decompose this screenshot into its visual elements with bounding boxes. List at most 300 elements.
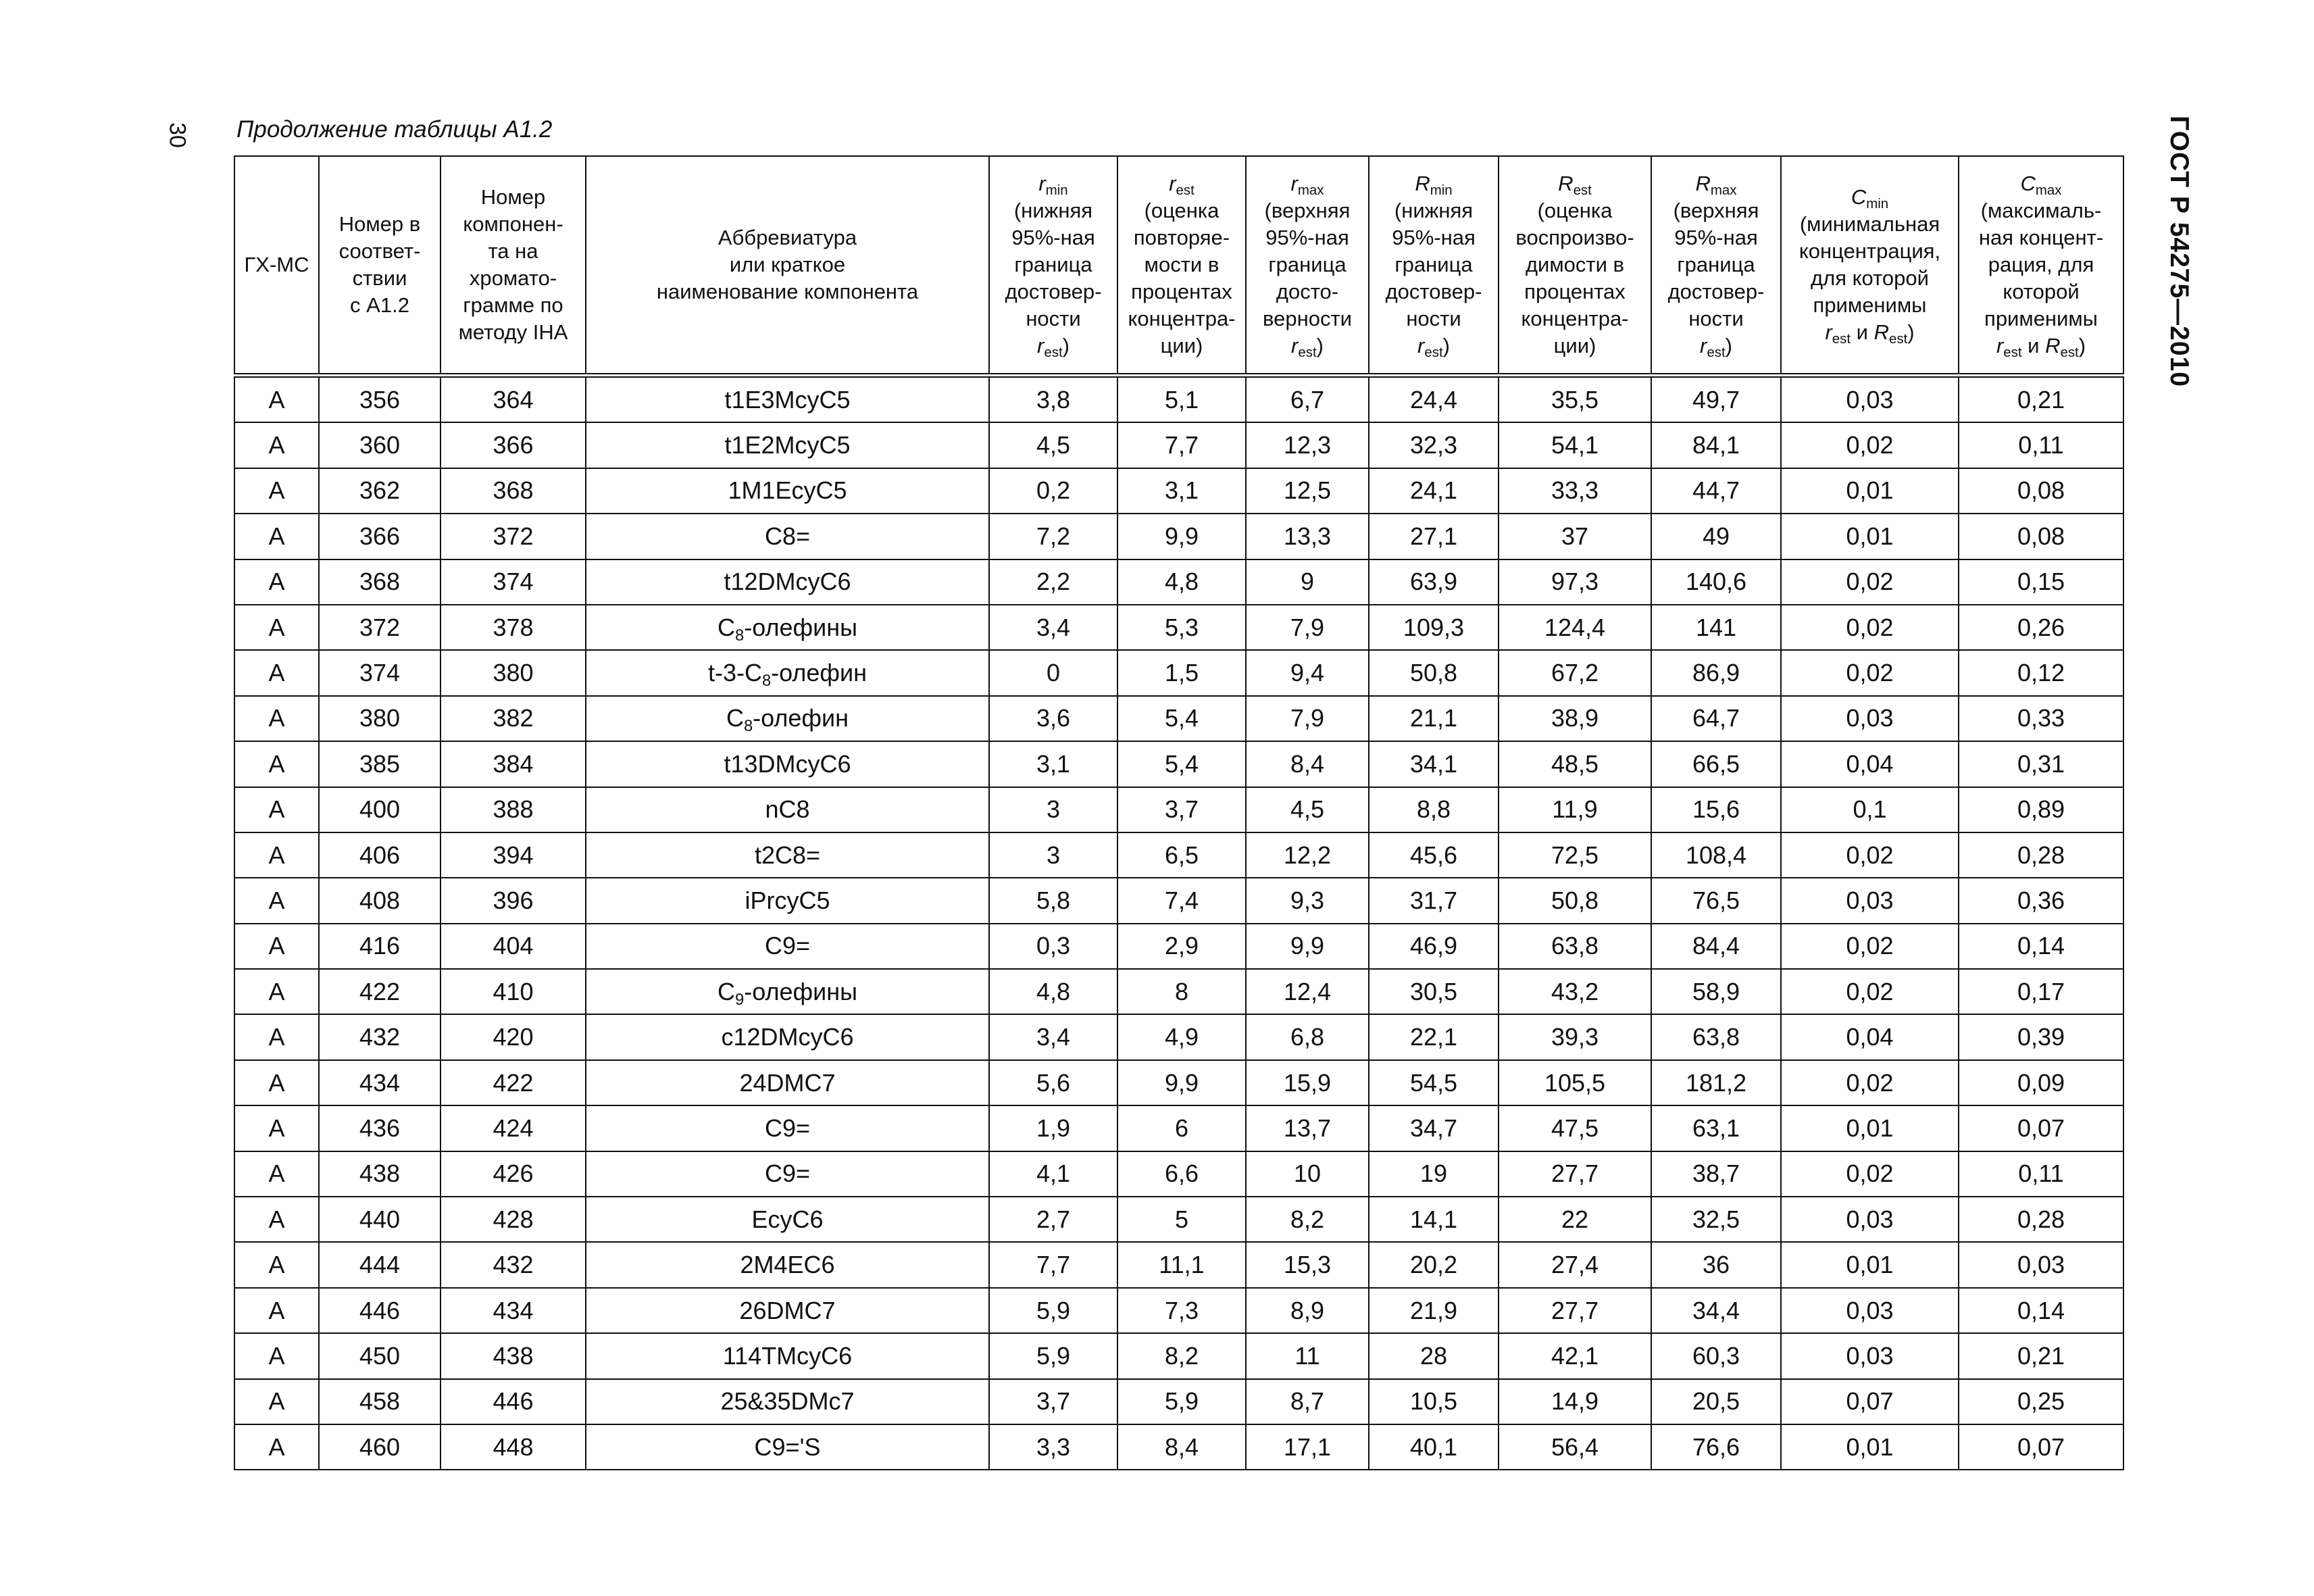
cell-r-min: 0 xyxy=(989,650,1117,695)
cell-component-name: 26DMC7 xyxy=(586,1288,989,1333)
cell-c-max: 0,12 xyxy=(1959,650,2123,695)
header-symbol: C xyxy=(1851,185,1867,209)
header-tail-line xyxy=(990,332,1117,359)
cell-r-est: 4,8 xyxy=(1117,559,1246,605)
cell-c-max: 0,26 xyxy=(1959,605,2123,650)
header-symbol: r xyxy=(1038,172,1046,195)
cell-r-min: 3,6 xyxy=(989,696,1117,741)
header-r-max xyxy=(1246,156,1369,376)
cell-component-name xyxy=(586,969,989,1014)
header-line: 95%-ная xyxy=(1392,226,1476,249)
cell-R-est: 14,9 xyxy=(1499,1379,1651,1424)
cell-R-min: 22,1 xyxy=(1369,1014,1499,1059)
cell-R-max: 44,7 xyxy=(1651,468,1781,514)
header-symbol-subscript: est xyxy=(1573,182,1592,199)
cell-R-min: 45,6 xyxy=(1369,832,1499,878)
header-line: (минимальная xyxy=(1799,212,1940,236)
header-symbol-subscript: est xyxy=(1176,182,1194,199)
header-line: граница xyxy=(1268,253,1347,276)
header-symbol: R xyxy=(1558,172,1574,195)
cell-r-max: 4,5 xyxy=(1246,787,1369,832)
table-row xyxy=(234,696,2123,741)
cell-component-number: 428 xyxy=(441,1197,586,1242)
cell-R-est: 67,2 xyxy=(1499,650,1651,695)
cell-c-min: 0,03 xyxy=(1781,878,1959,923)
cell-R-max: 66,5 xyxy=(1651,741,1781,787)
cell-r-max: 8,7 xyxy=(1246,1379,1369,1424)
cell-c-min: 0,04 xyxy=(1781,1014,1959,1059)
header-tail-symbol: R xyxy=(2045,334,2061,357)
component-name-subscript: 8 xyxy=(735,626,745,645)
table-row xyxy=(234,924,2123,969)
header-symbol-line xyxy=(1499,170,1651,197)
cell-gcms: A xyxy=(234,1242,319,1287)
header-line: (верхняя xyxy=(1673,199,1759,222)
cell-component-number: 438 xyxy=(441,1333,586,1378)
header-line: 95%-ная xyxy=(1011,226,1095,249)
table-row xyxy=(234,1379,2123,1424)
cell-c-max: 0,21 xyxy=(1959,376,2123,423)
cell-R-est: 72,5 xyxy=(1499,832,1651,878)
cell-R-est: 39,3 xyxy=(1499,1014,1651,1059)
cell-component-name: c12DMcyC6 xyxy=(586,1014,989,1059)
cell-R-min: 50,8 xyxy=(1369,650,1499,695)
header-line: достовер- xyxy=(1005,280,1102,303)
cell-r-min: 3 xyxy=(989,787,1117,832)
cell-r-min: 3,8 xyxy=(989,376,1117,423)
cell-c-min: 0,03 xyxy=(1781,696,1959,741)
cell-number-a12: 408 xyxy=(319,878,441,923)
cell-number-a12: 368 xyxy=(319,559,441,605)
cell-r-est: 5,4 xyxy=(1117,696,1246,741)
header-line: димости в xyxy=(1525,253,1625,276)
component-name-subscript: 8 xyxy=(761,672,772,691)
header-symbol-line xyxy=(1782,184,1958,211)
cell-R-min: 30,5 xyxy=(1369,969,1499,1014)
cell-R-min: 8,8 xyxy=(1369,787,1499,832)
cell-r-min: 5,9 xyxy=(989,1333,1117,1378)
header-line: применимы xyxy=(1984,307,2098,330)
table-row xyxy=(234,650,2123,695)
cell-c-min: 0,02 xyxy=(1781,605,1959,650)
header-line: Номер xyxy=(480,185,546,209)
cell-component-name: C8= xyxy=(586,514,989,559)
cell-c-min: 0,02 xyxy=(1781,969,1959,1014)
cell-r-est: 7,4 xyxy=(1117,878,1246,923)
cell-r-est: 7,7 xyxy=(1117,422,1246,468)
header-symbol-subscript: min xyxy=(1430,182,1453,199)
table-row xyxy=(234,422,2123,468)
header-line: (оценка xyxy=(1537,199,1613,222)
header-line: которой xyxy=(2003,280,2080,303)
cell-R-max: 60,3 xyxy=(1651,1333,1781,1378)
header-tail-line xyxy=(1959,332,2123,359)
cell-number-a12: 432 xyxy=(319,1014,441,1059)
header-line: процентах xyxy=(1131,280,1232,303)
cell-c-max: 0,36 xyxy=(1959,878,2123,923)
cell-number-a12: 380 xyxy=(319,696,441,741)
header-line: Аббревиатура xyxy=(718,226,857,249)
cell-number-a12: 436 xyxy=(319,1105,441,1151)
cell-R-max: 63,8 xyxy=(1651,1014,1781,1059)
table-row xyxy=(234,1242,2123,1287)
cell-gcms: A xyxy=(234,514,319,559)
cell-c-min: 0,01 xyxy=(1781,1105,1959,1151)
cell-R-max: 84,4 xyxy=(1651,924,1781,969)
header-tail-subscript: est xyxy=(1298,345,1317,361)
cell-gcms: A xyxy=(234,1424,319,1470)
cell-component-number: 448 xyxy=(441,1424,586,1470)
cell-R-max: 20,5 xyxy=(1651,1379,1781,1424)
header-line: соответ- xyxy=(338,239,421,263)
cell-c-max: 0,03 xyxy=(1959,1242,2123,1287)
cell-r-min: 3,3 xyxy=(989,1424,1117,1470)
header-line: (оценка xyxy=(1144,199,1219,222)
cell-R-max: 141 xyxy=(1651,605,1781,650)
header-tail-subscript: est xyxy=(2003,345,2022,361)
header-number-a12 xyxy=(319,156,441,376)
cell-number-a12: 372 xyxy=(319,605,441,650)
header-line: повторяе- xyxy=(1133,226,1230,249)
cell-R-min: 34,7 xyxy=(1369,1105,1499,1151)
cell-number-a12: 366 xyxy=(319,514,441,559)
cell-r-max: 13,3 xyxy=(1246,514,1369,559)
cell-gcms: A xyxy=(234,787,319,832)
cell-component-number: 384 xyxy=(441,741,586,787)
cell-c-max: 0,21 xyxy=(1959,1333,2123,1378)
cell-R-est: 43,2 xyxy=(1499,969,1651,1014)
cell-r-min: 1,9 xyxy=(989,1105,1117,1151)
cell-component-number: 426 xyxy=(441,1151,586,1197)
cell-gcms: A xyxy=(234,924,319,969)
cell-gcms: A xyxy=(234,1105,319,1151)
header-tail-subscript: est xyxy=(1707,345,1726,361)
cell-R-min: 27,1 xyxy=(1369,514,1499,559)
cell-R-est: 27,7 xyxy=(1499,1288,1651,1333)
cell-r-est: 5,4 xyxy=(1117,741,1246,787)
header-symbol-subscript: min xyxy=(1866,196,1889,212)
cell-R-est: 105,5 xyxy=(1499,1060,1651,1105)
cell-r-max: 9,3 xyxy=(1246,878,1369,923)
header-R-min xyxy=(1369,156,1499,376)
header-line: граница xyxy=(1394,253,1473,276)
cell-c-max: 0,28 xyxy=(1959,1197,2123,1242)
cell-r-est: 5,1 xyxy=(1117,376,1246,423)
cell-gcms: A xyxy=(234,1333,319,1378)
cell-R-est: 97,3 xyxy=(1499,559,1651,605)
cell-c-min: 0,02 xyxy=(1781,924,1959,969)
header-line: рация, для xyxy=(1988,253,2094,276)
cell-r-est: 7,3 xyxy=(1117,1288,1246,1333)
cell-c-min: 0,1 xyxy=(1781,787,1959,832)
cell-c-max: 0,33 xyxy=(1959,696,2123,741)
cell-r-min: 3 xyxy=(989,832,1117,878)
header-tail-line xyxy=(1782,319,1958,346)
cell-r-est: 5 xyxy=(1117,1197,1246,1242)
cell-r-max: 8,4 xyxy=(1246,741,1369,787)
cell-c-min: 0,03 xyxy=(1781,1288,1959,1333)
cell-c-max: 0,31 xyxy=(1959,741,2123,787)
cell-component-number: 434 xyxy=(441,1288,586,1333)
cell-c-max: 0,89 xyxy=(1959,787,2123,832)
cell-r-max: 6,8 xyxy=(1246,1014,1369,1059)
header-tail-subscript: est xyxy=(2060,345,2079,361)
cell-r-max: 10 xyxy=(1246,1151,1369,1197)
cell-component-number: 380 xyxy=(441,650,586,695)
table-row xyxy=(234,376,2123,423)
cell-r-est: 6 xyxy=(1117,1105,1246,1151)
header-component-number xyxy=(441,156,586,376)
header-line: ствии xyxy=(352,266,407,290)
header-line: 95%-ная xyxy=(1265,226,1349,249)
cell-R-max: 49 xyxy=(1651,514,1781,559)
cell-number-a12: 385 xyxy=(319,741,441,787)
component-name-suffix: -олефины xyxy=(744,977,857,1005)
cell-r-max: 9,9 xyxy=(1246,924,1369,969)
header-symbol: C xyxy=(2020,172,2036,195)
cell-c-max: 0,28 xyxy=(1959,832,2123,878)
cell-component-number: 374 xyxy=(441,559,586,605)
header-line: воспроизво- xyxy=(1515,226,1634,249)
cell-R-est: 37 xyxy=(1499,514,1651,559)
cell-r-max: 15,9 xyxy=(1246,1060,1369,1105)
data-table xyxy=(234,155,2124,1470)
header-line: ГХ-МС xyxy=(244,253,309,276)
cell-gcms: A xyxy=(234,1060,319,1105)
table-row xyxy=(234,1105,2123,1151)
cell-R-est: 54,1 xyxy=(1499,422,1651,468)
cell-r-min: 3,4 xyxy=(989,1014,1117,1059)
header-gcms xyxy=(234,156,319,376)
cell-r-est: 1,5 xyxy=(1117,650,1246,695)
header-line: (нижняя xyxy=(1013,199,1093,222)
table-row xyxy=(234,832,2123,878)
cell-R-min: 46,9 xyxy=(1369,924,1499,969)
cell-R-est: 47,5 xyxy=(1499,1105,1651,1151)
cell-R-max: 64,7 xyxy=(1651,696,1781,741)
cell-component-name: t1E3McyC5 xyxy=(586,376,989,423)
cell-gcms: A xyxy=(234,1151,319,1197)
cell-r-min: 4,1 xyxy=(989,1151,1117,1197)
cell-R-min: 24,4 xyxy=(1369,376,1499,423)
cell-component-name: 2M4EC6 xyxy=(586,1242,989,1287)
cell-c-max: 0,15 xyxy=(1959,559,2123,605)
header-r-min xyxy=(989,156,1117,376)
cell-gcms: A xyxy=(234,1014,319,1059)
cell-r-est: 6,6 xyxy=(1117,1151,1246,1197)
cell-number-a12: 446 xyxy=(319,1288,441,1333)
header-line: 95%-ная xyxy=(1674,226,1758,249)
cell-gcms: A xyxy=(234,376,319,423)
header-tail-conjunction: и xyxy=(2021,334,2046,357)
cell-r-max: 9,4 xyxy=(1246,650,1369,695)
header-tail-symbol: r xyxy=(1417,334,1425,357)
cell-component-number: 372 xyxy=(441,514,586,559)
cell-component-number: 394 xyxy=(441,832,586,878)
cell-r-max: 9 xyxy=(1246,559,1369,605)
table-row xyxy=(234,1151,2123,1197)
cell-c-min: 0,02 xyxy=(1781,422,1959,468)
header-line: методу IHA xyxy=(458,320,568,344)
cell-c-min: 0,02 xyxy=(1781,832,1959,878)
header-symbol-line xyxy=(1247,170,1368,197)
header-line: концентрация, xyxy=(1799,239,1941,263)
cell-R-est: 11,9 xyxy=(1499,787,1651,832)
cell-R-est: 27,7 xyxy=(1499,1151,1651,1197)
cell-r-max: 7,9 xyxy=(1246,696,1369,741)
cell-r-max: 8,9 xyxy=(1246,1288,1369,1333)
table-row xyxy=(234,1424,2123,1470)
cell-component-number: 424 xyxy=(441,1105,586,1151)
cell-r-est: 11,1 xyxy=(1117,1242,1246,1287)
cell-c-max: 0,39 xyxy=(1959,1014,2123,1059)
cell-component-number: 388 xyxy=(441,787,586,832)
cell-number-a12: 406 xyxy=(319,832,441,878)
cell-component-number: 420 xyxy=(441,1014,586,1059)
cell-gcms: A xyxy=(234,422,319,468)
cell-r-min: 0,3 xyxy=(989,924,1117,969)
cell-r-est: 5,9 xyxy=(1117,1379,1246,1424)
cell-r-min: 3,4 xyxy=(989,605,1117,650)
header-symbol-subscript: min xyxy=(1045,182,1068,199)
cell-r-min: 0,2 xyxy=(989,468,1117,514)
header-line: та на xyxy=(488,239,538,263)
cell-component-name: t13DMcyC6 xyxy=(586,741,989,787)
cell-c-max: 0,11 xyxy=(1959,422,2123,468)
cell-R-est: 63,8 xyxy=(1499,924,1651,969)
header-line: граница xyxy=(1014,253,1092,276)
cell-r-est: 8,4 xyxy=(1117,1424,1246,1470)
cell-r-max: 13,7 xyxy=(1246,1105,1369,1151)
cell-component-number: 368 xyxy=(441,468,586,514)
cell-number-a12: 374 xyxy=(319,650,441,695)
header-line: хромато- xyxy=(469,266,557,290)
table-caption: Продолжение таблицы А1.2 xyxy=(236,116,553,143)
cell-component-name xyxy=(586,650,989,695)
header-symbol: R xyxy=(1695,172,1711,195)
cell-r-max: 12,4 xyxy=(1246,969,1369,1014)
cell-R-max: 181,2 xyxy=(1651,1060,1781,1105)
cell-R-max: 84,1 xyxy=(1651,422,1781,468)
cell-component-name: nC8 xyxy=(586,787,989,832)
header-c-min xyxy=(1781,156,1959,376)
table-row xyxy=(234,1333,2123,1378)
cell-component-name: C9= xyxy=(586,924,989,969)
cell-r-min: 4,8 xyxy=(989,969,1117,1014)
cell-R-est: 124,4 xyxy=(1499,605,1651,650)
header-line: ности xyxy=(1406,307,1461,330)
header-line: достовер- xyxy=(1385,280,1482,303)
cell-r-est: 3,7 xyxy=(1117,787,1246,832)
cell-r-max: 12,2 xyxy=(1246,832,1369,878)
cell-component-name: t2C8= xyxy=(586,832,989,878)
cell-r-min: 5,9 xyxy=(989,1288,1117,1333)
header-line: ная концент- xyxy=(1978,226,2104,249)
page-number: 30 xyxy=(164,122,191,148)
cell-component-name: C9='S xyxy=(586,1424,989,1470)
header-tail-close: ) xyxy=(1316,334,1324,357)
cell-R-min: 28 xyxy=(1369,1333,1499,1378)
header-tail-close: ) xyxy=(1062,334,1070,357)
header-tail-line xyxy=(1369,332,1498,359)
header-line: ции) xyxy=(1160,334,1203,357)
cell-c-min: 0,03 xyxy=(1781,1333,1959,1378)
cell-r-max: 6,7 xyxy=(1246,376,1369,423)
cell-R-min: 14,1 xyxy=(1369,1197,1499,1242)
cell-c-min: 0,02 xyxy=(1781,559,1959,605)
header-symbol-subscript: max xyxy=(2035,182,2062,199)
cell-R-max: 86,9 xyxy=(1651,650,1781,695)
header-line: (нижняя xyxy=(1394,199,1474,222)
cell-c-max: 0,14 xyxy=(1959,924,2123,969)
header-tail-close: ) xyxy=(1442,334,1450,357)
table-row xyxy=(234,969,2123,1014)
header-tail-conjunction: и xyxy=(1851,320,1874,344)
cell-R-min: 109,3 xyxy=(1369,605,1499,650)
table-row xyxy=(234,878,2123,923)
cell-c-min: 0,02 xyxy=(1781,1060,1959,1105)
cell-c-max: 0,08 xyxy=(1959,514,2123,559)
component-name-prefix: C xyxy=(718,613,736,641)
component-name-prefix: C xyxy=(718,977,736,1005)
cell-r-min: 5,6 xyxy=(989,1060,1117,1105)
table-row xyxy=(234,1014,2123,1059)
cell-r-est: 4,9 xyxy=(1117,1014,1246,1059)
cell-R-min: 54,5 xyxy=(1369,1060,1499,1105)
header-line: досто- xyxy=(1276,280,1339,303)
cell-component-number: 366 xyxy=(441,422,586,468)
header-symbol: r xyxy=(1169,172,1176,195)
table-row xyxy=(234,605,2123,650)
header-line: верности xyxy=(1263,307,1352,330)
header-line: для которой xyxy=(1811,266,1929,290)
header-symbol-line xyxy=(1652,170,1780,197)
cell-component-name: 24DMC7 xyxy=(586,1060,989,1105)
cell-R-max: 76,6 xyxy=(1651,1424,1781,1470)
cell-gcms: A xyxy=(234,832,319,878)
cell-R-min: 24,1 xyxy=(1369,468,1499,514)
cell-r-max: 7,9 xyxy=(1246,605,1369,650)
cell-R-min: 40,1 xyxy=(1369,1424,1499,1470)
header-tail-subscript: est xyxy=(1832,331,1851,347)
header-line: (верхняя xyxy=(1264,199,1351,222)
cell-component-number: 446 xyxy=(441,1379,586,1424)
cell-gcms: A xyxy=(234,878,319,923)
cell-number-a12: 362 xyxy=(319,468,441,514)
cell-R-min: 21,9 xyxy=(1369,1288,1499,1333)
cell-r-max: 15,3 xyxy=(1246,1242,1369,1287)
header-line: концентра- xyxy=(1128,307,1236,330)
cell-r-max: 12,3 xyxy=(1246,422,1369,468)
cell-R-min: 34,1 xyxy=(1369,741,1499,787)
cell-R-min: 32,3 xyxy=(1369,422,1499,468)
header-tail-close: ) xyxy=(1907,320,1915,344)
cell-R-est: 48,5 xyxy=(1499,741,1651,787)
cell-component-name: 1M1EcyC5 xyxy=(586,468,989,514)
cell-R-est: 22 xyxy=(1499,1197,1651,1242)
header-line: граница xyxy=(1677,253,1755,276)
cell-c-max: 0,07 xyxy=(1959,1105,2123,1151)
header-symbol-line xyxy=(1118,170,1245,197)
cell-component-name: C9= xyxy=(586,1105,989,1151)
cell-gcms: A xyxy=(234,1197,319,1242)
cell-gcms: A xyxy=(234,650,319,695)
cell-r-est: 9,9 xyxy=(1117,514,1246,559)
header-line: ции) xyxy=(1553,334,1596,357)
cell-component-number: 432 xyxy=(441,1242,586,1287)
header-line: или краткое xyxy=(729,253,846,276)
cell-component-name: iPrcyC5 xyxy=(586,878,989,923)
